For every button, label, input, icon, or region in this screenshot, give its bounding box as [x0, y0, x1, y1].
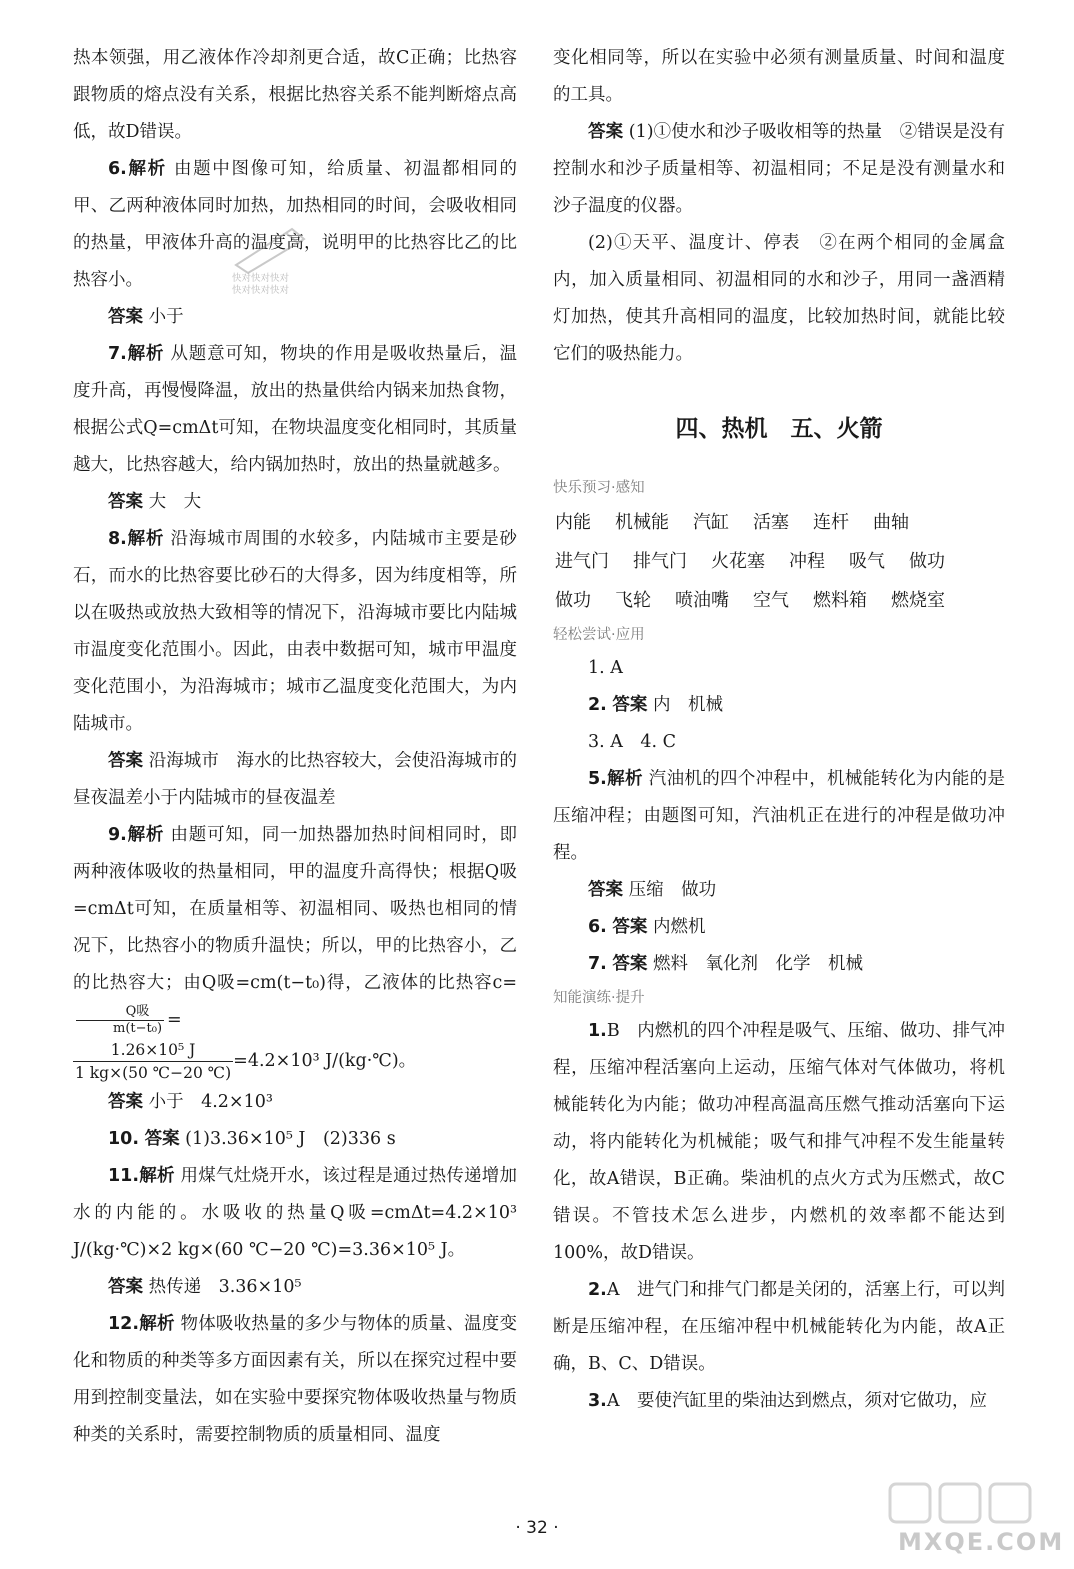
question-6: 6.解析 由题中图像可知，给质量、初温都相同的甲、乙两种液体同时加热，加热相同的时间，会吸收相同的热量，甲液体升高的温度高，说明甲的比热容比乙的比热容小。: [73, 159, 518, 290]
paragraph: 热本领强，用乙液体作冷却剂更合适，故C正确；比热容跟物质的熔点没有关系，根据比热容关系不能判断熔点高低，故D错误。: [73, 48, 517, 142]
answer-11: 答案 热传递 3.36×10⁵: [108, 1277, 302, 1297]
term-item: 做功: [909, 551, 945, 572]
answer-12-part2: (2)①天平、温度计、停表 ②在两个相同的金属盒内，加入质量相同、初温相同的水和沙子，用同一盏酒精灯加热，使其升高相同的温度，比较加热时间，就能比较它们的吸热能力。: [553, 233, 1005, 364]
question-12: 12.解析 物体吸收热量的多少与物体的质量、温度变化和物质的种类等多方面因素有关，所以在探究过程中要用到控制变量法，如在实验中要探究物体吸收热量与物质种类的关系时，需要控制物质的质量相同、温度: [73, 1314, 517, 1445]
answer-7r: 7. 答案 燃料 氧化剂 化学 机械: [588, 954, 863, 974]
right-column: [553, 40, 1005, 1420]
answer-9: 答案 小于 4.2×10³: [108, 1092, 273, 1112]
question-5: 5.解析 汽油机的四个冲程中，机械能转化为内能的是压缩冲程；由题图可知，汽油机正在进行的冲程是做功冲程。: [553, 769, 1006, 863]
answer-6: 答案 小于: [108, 307, 184, 327]
term-list: [553, 503, 1005, 620]
exercise-1: 1.B 内燃机的四个冲程是吸气、压缩、做功、排气冲程，压缩冲程活塞向上运动，压缩气体对气体做功，将机械能转化为内能；做功冲程高温高压燃气推动活塞向下运动，将内能转化为机械能；吸气和排气冲程不发生能量转化，故A错误，B正确。柴油机的点火方式为压燃式，故C错误。不管技术怎么进步，内燃机的效率都不能达到100%，故D错误。: [553, 1021, 1005, 1263]
question-8: 8.解析 沿海城市周围的水较多，内陆城市主要是砂石，而水的比热容要比砂石的大得多，因为纬度相等，所以在吸热或放热大致相等的情况下，沿海城市要比内陆城市温度变化范围小。因此，由表中数据可知，城市甲温度变化范围小，为沿海城市；城市乙温度变化范围大，为内陆城市。: [73, 529, 517, 734]
watermark-text: 快对快对快对 快对快对快对: [232, 273, 290, 296]
answer-1: 1. A: [588, 658, 623, 678]
paragraph: 变化相同等，所以在实验中必须有测量质量、时间和温度的工具。: [553, 48, 1005, 105]
term-item: 火花塞: [711, 551, 765, 572]
term-item: 燃烧室: [891, 590, 945, 611]
logo-text: MXQE.COM: [898, 1528, 1065, 1556]
answer-3-4: 3. A 4. C: [588, 732, 677, 752]
term-item: 曲轴: [873, 512, 909, 533]
question-7: 7.解析 从题意可知，物块的作用是吸收热量后，温度升高，再慢慢降温，放出的热量供给内锅来加热食物，根据公式Q=cmΔt可知，在物块温度变化相同时，其质量越大，比热容越大，给内锅加热时，放出的热量就越多。: [73, 344, 517, 475]
section-label-preview: 快乐预习·感知: [553, 480, 645, 496]
term-item: 汽缸: [693, 512, 729, 533]
answer-12-part1: 答案 (1)①使水和沙子吸收相等的热量 ②错误是没有控制水和沙子质量相等、初温相同；不足是没有测量水和沙子温度的仪器。: [553, 122, 1005, 216]
term-item: 机械能: [615, 512, 669, 533]
term-item: 空气: [753, 590, 789, 611]
answer-5: 答案 压缩 做功: [588, 880, 717, 900]
question-11: 11.解析 用煤气灶烧开水，该过程是通过热传递增加水的内能的。水吸收的热量Q吸=cmΔt=4.2×10³ J/(kg·℃)×2 kg×(60 ℃−20 ℃)=3.36×10⁵ J。: [73, 1166, 517, 1260]
answer-8: 答案 沿海城市 海水的比热容较大，会使沿海城市的昼夜温差小于内陆城市的昼夜温差: [73, 751, 518, 808]
section-label-try: 轻松尝试·应用: [553, 627, 645, 643]
term-item: 喷油嘴: [675, 590, 729, 611]
term-item: 内能: [555, 512, 591, 533]
exercise-2: 2.A 进气门和排气门都是关闭的，活塞上行，可以判断是压缩冲程，在压缩冲程中机械能转化为内能，故A正确，B、C、D错误。: [553, 1280, 1005, 1374]
section-heading: 四、热机 五、火箭: [675, 416, 883, 442]
fraction-formula: $\frac{\text{Q吸}}{\text{m(t−t₀)}}$: [76, 1004, 164, 1037]
pencil-icon: [226, 225, 316, 275]
answer-2: 2. 答案 内 机械: [588, 695, 723, 715]
page-number: · 32 ·: [515, 1518, 559, 1538]
term-item: 连杆: [813, 512, 849, 533]
exercise-3: 3.A 要使汽缸里的柴油达到燃点，须对它做功，应: [588, 1391, 987, 1411]
question-9: 9.解析 由题可知，同一加热器加热时间相同时，即两种液体吸收的热量相同，甲的温度升高得快；根据Q吸=cmΔt可知，在质量相等、初温相同、吸热也相同的情况下，比热容小的物质升温快；所以，甲的比热容小，乙的比热容大；由Q吸=cm(t−t₀)得，乙液体的比热容c= $\frac{\text{Q吸}}{\text{m(t−t₀)}}$ =: [73, 825, 517, 1036]
section-label-improve: 知能演练·提升: [553, 990, 645, 1006]
term-item: 冲程: [789, 551, 825, 572]
answer-7: 答案 大 大: [108, 492, 202, 512]
term-item: 活塞: [753, 512, 789, 533]
fraction-values: $\frac{\text{1.26×10⁵ J}}{1 kg\times(50 ℃-20 ℃)}$: [75, 1041, 232, 1082]
question-9-calc: $\frac{\text{1.26×10⁵ J}}{1 kg\times(50 ℃-20 ℃)}$ =4.2×10³ J/(kg·℃)。: [75, 1041, 417, 1082]
term-item: 做功: [555, 590, 591, 611]
answer-6r: 6. 答案 内燃机: [588, 917, 706, 937]
term-item: 排气门: [633, 551, 687, 572]
term-item: 吸气: [849, 551, 885, 572]
question-10: 10. 答案 (1)3.36×10⁵ J (2)336 s: [108, 1129, 396, 1149]
term-item: 燃料箱: [813, 590, 867, 611]
term-item: 飞轮: [615, 590, 651, 611]
term-item: 进气门: [555, 551, 609, 572]
watermark-stamp: [226, 225, 316, 305]
